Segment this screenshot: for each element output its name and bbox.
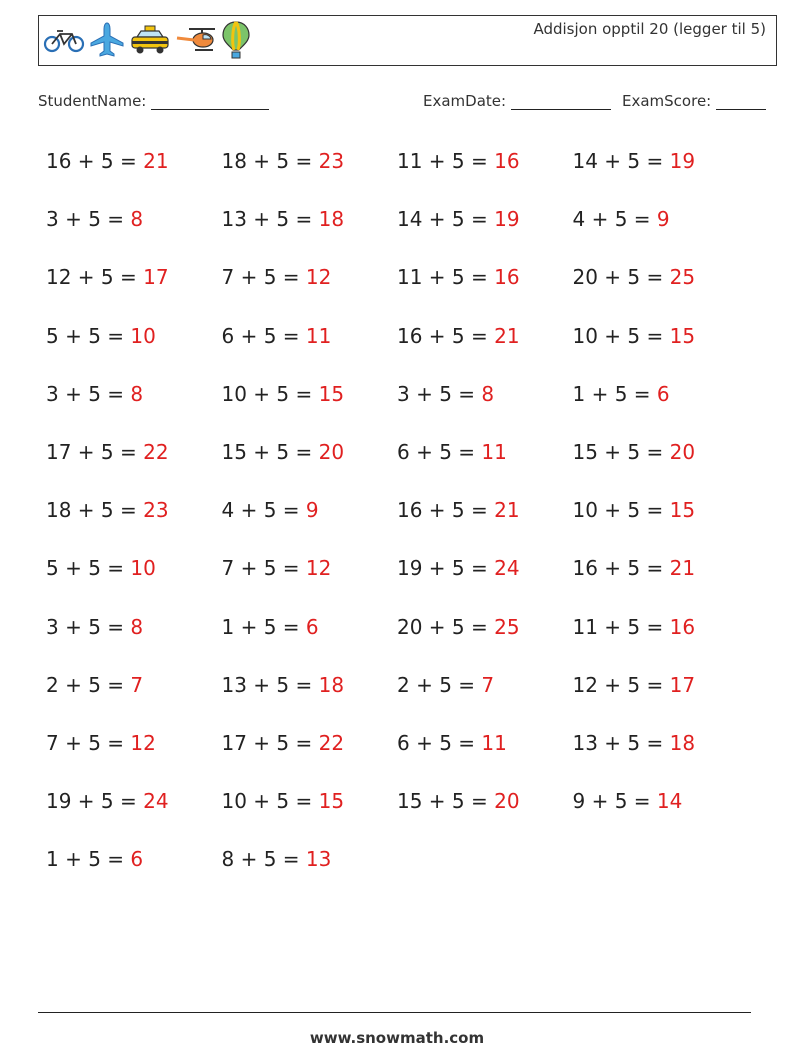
icon-strip — [43, 22, 255, 62]
hot-air-balloon-icon — [221, 20, 251, 64]
problem-answer: 7 — [481, 672, 495, 697]
problem-answer: 12 — [305, 265, 332, 290]
problem-row — [46, 785, 766, 843]
problem-answer: 11 — [305, 323, 332, 348]
problem-question: 17 + 5 = — [221, 730, 319, 755]
problem-row — [46, 669, 766, 727]
problem-question: 7 + 5 = — [46, 730, 131, 755]
problem-answer: 13 — [305, 847, 332, 872]
problem-question: 15 + 5 = — [221, 439, 319, 464]
problem-question: 16 + 5 = — [572, 556, 670, 581]
problem-item — [46, 494, 222, 552]
problem-item — [573, 436, 749, 494]
problem-item — [397, 552, 573, 610]
problem-answer: 15 — [318, 789, 345, 814]
problem-question: 17 + 5 = — [46, 439, 144, 464]
problem-item — [46, 320, 222, 378]
problem-question: 14 + 5 = — [397, 207, 495, 232]
problem-answer: 11 — [481, 730, 507, 755]
problem-answer: 9 — [305, 498, 319, 523]
problem-item — [397, 785, 573, 843]
problem-question: 1 + 5 = — [46, 847, 131, 872]
problem-row — [46, 203, 766, 261]
problem-question: 10 + 5 = — [572, 498, 670, 523]
problem-question: 6 + 5 = — [397, 730, 482, 755]
problem-question: 20 + 5 = — [572, 265, 670, 290]
problem-answer: 22 — [143, 439, 169, 464]
problem-question: 7 + 5 = — [221, 265, 306, 290]
problem-answer: 20 — [669, 439, 696, 464]
problem-answer: 6 — [305, 614, 319, 639]
problem-item — [573, 552, 749, 610]
exam-date-field[interactable] — [423, 92, 611, 110]
problem-question: 1 + 5 = — [572, 381, 657, 406]
problem-answer: 22 — [318, 730, 345, 755]
problem-item — [46, 843, 222, 901]
footer-url: www.snowmath.com — [309, 1029, 485, 1047]
problem-question: 6 + 5 = — [221, 323, 306, 348]
problem-item — [397, 261, 573, 319]
problem-item — [397, 669, 573, 727]
problem-row — [46, 436, 766, 494]
problem-question: 10 + 5 = — [221, 789, 319, 814]
problem-answer: 16 — [669, 614, 696, 639]
exam-score-label: ExamScore: — [622, 92, 712, 110]
problem-question: 2 + 5 = — [397, 672, 482, 697]
problem-question: 16 + 5 = — [397, 323, 495, 348]
exam-score-field[interactable] — [622, 92, 766, 110]
problem-item — [397, 436, 573, 494]
problem-question: 15 + 5 = — [572, 439, 670, 464]
problem-item — [46, 552, 222, 610]
problem-question: 2 + 5 = — [46, 672, 131, 697]
problem-answer: 19 — [669, 149, 696, 173]
problem-answer: 24 — [494, 556, 520, 581]
problem-answer: 19 — [494, 207, 520, 232]
problem-answer: 21 — [669, 556, 696, 581]
problem-question: 11 + 5 = — [397, 149, 495, 173]
problem-question: 14 + 5 = — [572, 149, 670, 173]
problem-question: 4 + 5 = — [221, 498, 306, 523]
problem-item — [573, 320, 749, 378]
problem-question: 7 + 5 = — [221, 556, 306, 581]
problem-answer: 15 — [669, 323, 696, 348]
problem-item — [397, 145, 573, 203]
problem-question: 10 + 5 = — [572, 323, 670, 348]
problem-item — [397, 494, 573, 552]
problem-item — [573, 378, 749, 436]
problem-question: 3 + 5 = — [397, 381, 482, 406]
problem-item — [397, 203, 573, 261]
problem-answer: 8 — [130, 381, 144, 406]
problem-item — [222, 611, 398, 669]
problem-item — [397, 611, 573, 669]
problem-answer: 25 — [494, 614, 520, 639]
problem-answer: 8 — [130, 614, 144, 639]
problem-item — [573, 669, 749, 727]
problem-row — [46, 611, 766, 669]
problem-answer: 18 — [318, 672, 345, 697]
problem-answer: 7 — [130, 672, 144, 697]
helicopter-icon — [175, 25, 217, 59]
problem-question: 3 + 5 = — [46, 207, 131, 232]
problem-answer: 21 — [494, 323, 520, 348]
problem-item — [573, 785, 749, 843]
problem-answer: 20 — [494, 789, 520, 814]
problem-question: 3 + 5 = — [46, 614, 131, 639]
problem-answer: 8 — [130, 207, 144, 232]
problem-item — [573, 727, 749, 785]
problem-answer: 18 — [318, 207, 345, 232]
problem-question: 5 + 5 = — [46, 556, 131, 581]
problem-answer: 17 — [669, 672, 696, 697]
problem-item — [46, 611, 222, 669]
problem-item — [222, 494, 398, 552]
problem-item — [573, 261, 749, 319]
problem-item — [222, 145, 398, 203]
problem-row — [46, 320, 766, 378]
taxi-icon — [129, 25, 171, 59]
problem-item — [222, 203, 398, 261]
exam-date-label: ExamDate: — [423, 92, 507, 110]
student-name-label: StudentName: — [38, 92, 147, 110]
problem-question: 15 + 5 = — [397, 789, 495, 814]
problem-answer: 25 — [669, 265, 696, 290]
problem-answer: 24 — [143, 789, 169, 814]
problem-item — [573, 494, 749, 552]
problem-item — [46, 145, 222, 203]
problem-answer: 11 — [481, 439, 507, 464]
problem-answer: 20 — [318, 439, 345, 464]
problem-item — [222, 727, 398, 785]
problem-row — [46, 261, 766, 319]
problem-question: 13 + 5 = — [221, 207, 319, 232]
problem-question: 11 + 5 = — [397, 265, 495, 290]
problem-question: 13 + 5 = — [572, 730, 670, 755]
problem-answer: 8 — [481, 381, 495, 406]
problem-answer: 15 — [318, 381, 345, 406]
problem-question: 19 + 5 = — [46, 789, 144, 814]
footer-divider — [38, 1012, 751, 1013]
problem-item — [46, 378, 222, 436]
problem-question: 13 + 5 = — [221, 672, 319, 697]
worksheet-header — [38, 15, 777, 66]
problem-row — [46, 145, 766, 203]
worksheet-title: Addisjon opptil 20 (legger til 5) — [533, 20, 766, 38]
problem-question: 3 + 5 = — [46, 381, 131, 406]
problem-item — [222, 785, 398, 843]
problem-question: 10 + 5 = — [221, 381, 319, 406]
problem-question: 20 + 5 = — [397, 614, 495, 639]
problem-answer: 17 — [143, 265, 169, 290]
student-name-field[interactable] — [38, 92, 269, 110]
problem-item — [222, 669, 398, 727]
problem-question: 11 + 5 = — [572, 614, 670, 639]
problem-row — [46, 494, 766, 552]
problem-row — [46, 552, 766, 610]
problem-item — [397, 320, 573, 378]
problem-row — [46, 378, 766, 436]
problem-question: 19 + 5 = — [397, 556, 495, 581]
problem-item — [222, 843, 398, 901]
problem-row — [46, 727, 766, 785]
problem-item — [222, 261, 398, 319]
problem-item — [397, 378, 573, 436]
problem-row — [46, 843, 766, 901]
problem-question: 8 + 5 = — [221, 847, 306, 872]
problem-answer: 6 — [656, 381, 670, 406]
problem-item — [573, 203, 749, 261]
problem-item — [222, 378, 398, 436]
problem-answer: 23 — [143, 498, 169, 523]
problem-question: 18 + 5 = — [221, 149, 319, 173]
exam-score-blank[interactable] — [716, 93, 766, 110]
problem-question: 1 + 5 = — [221, 614, 306, 639]
problem-answer: 10 — [130, 556, 156, 581]
problem-question: 18 + 5 = — [46, 498, 144, 523]
problem-item — [46, 436, 222, 494]
problem-answer: 6 — [130, 847, 144, 872]
problem-answer: 16 — [494, 265, 520, 290]
problem-item — [573, 611, 749, 669]
problem-answer: 16 — [494, 149, 520, 173]
problem-answer: 10 — [130, 323, 156, 348]
problem-item — [46, 727, 222, 785]
problem-question: 12 + 5 = — [572, 672, 670, 697]
problem-grid — [46, 145, 766, 901]
problem-answer: 15 — [669, 498, 696, 523]
problem-answer: 21 — [143, 149, 169, 173]
problem-item — [397, 727, 573, 785]
student-name-blank[interactable] — [151, 93, 269, 110]
bicycle-icon — [43, 27, 85, 57]
problem-item — [573, 145, 749, 203]
airplane-icon — [89, 21, 125, 63]
problem-item — [46, 785, 222, 843]
problem-answer: 23 — [318, 149, 345, 173]
problem-item — [222, 552, 398, 610]
problem-question: 4 + 5 = — [572, 207, 657, 232]
problem-item — [46, 261, 222, 319]
problem-question: 16 + 5 = — [46, 149, 144, 173]
problem-answer: 18 — [669, 730, 696, 755]
problem-item — [46, 203, 222, 261]
problem-question: 6 + 5 = — [397, 439, 482, 464]
problem-answer: 9 — [656, 207, 670, 232]
problem-answer: 12 — [130, 730, 156, 755]
problem-item — [222, 320, 398, 378]
problem-answer: 21 — [494, 498, 520, 523]
exam-date-blank[interactable] — [511, 93, 611, 110]
problem-question: 9 + 5 = — [572, 789, 657, 814]
problem-item — [46, 669, 222, 727]
problem-question: 12 + 5 = — [46, 265, 144, 290]
problem-question: 5 + 5 = — [46, 323, 131, 348]
problem-question: 16 + 5 = — [397, 498, 495, 523]
problem-answer: 14 — [656, 789, 683, 814]
problem-item — [222, 436, 398, 494]
problem-answer: 12 — [305, 556, 332, 581]
